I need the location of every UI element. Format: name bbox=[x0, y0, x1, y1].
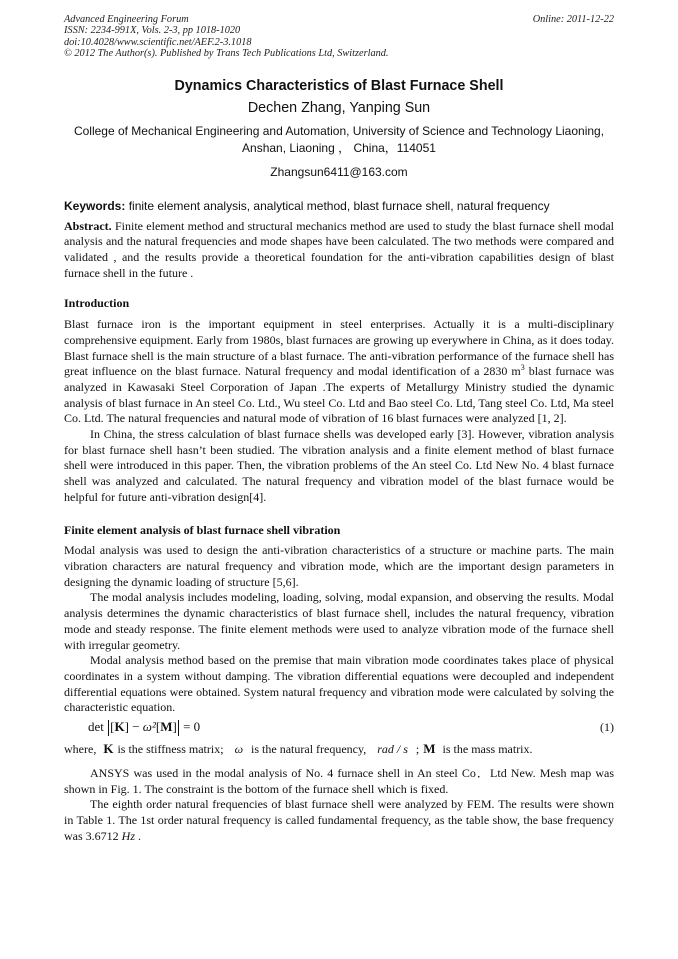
paper-authors: Dechen Zhang, Yanping Sun bbox=[247, 99, 431, 116]
fea-paragraph-4: ANSYS was used in the modal analysis of No. 4 furnace shell in An steel Co．Ltd New. Mesh map was shown in Fig. 1. The constraint is the bottom of the furnace shell which is fixed. bbox=[64, 766, 614, 796]
online-date: Online: 2011-12-22 bbox=[532, 14, 614, 25]
where-text-1: where, bbox=[64, 742, 97, 757]
fea-p5-end: . bbox=[135, 828, 142, 843]
fea-heading: Finite element analysis of blast furnace shell vibration bbox=[64, 522, 341, 537]
author-email: Zhangsun6411@163.com bbox=[270, 164, 408, 179]
affiliation bbox=[64, 123, 614, 157]
abstract-text: Finite element method and structural mechanics method are used to study the blast furnace shell modal analysis and the natural frequencies and mode shapes have been calculated. The two methods were compared and validated , and the results provide a theoretical foundation for the anti-vibration capabilities design of blast furnace shell in the future . bbox=[64, 218, 614, 280]
journal-header bbox=[64, 14, 614, 60]
doi-line: doi:10.4028/www.scientific.net/AEF.2-3.1018 bbox=[64, 36, 252, 48]
issn-line: ISSN: 2234-991X, Vols. 2-3, pp 1018-1020 bbox=[64, 25, 241, 37]
fea-paragraph-2: The modal analysis includes modeling, loading, solving, modal expansion, and observing the results. Modal analysis determines the dynamic characteristics of blast furnace shell, includes the natural frequency, vibration mode and steady response. The finite element methods were used to analyze vibration mode of the furnace shell with irregular geometry. bbox=[64, 590, 614, 652]
equation-1 bbox=[64, 716, 614, 738]
eq-rhs: = 0 bbox=[183, 719, 201, 735]
eq-m: M bbox=[160, 719, 173, 735]
where-text-4: is the mass matrix. bbox=[442, 742, 533, 757]
affiliation-line-2: Anshan, Liaoning ， China，114051 bbox=[242, 140, 436, 155]
intro-paragraph-1 bbox=[64, 317, 614, 427]
fea-paragraph-3: Modal analysis method based on the premise that main vibration mode coordinates takes place of physical coordinates in a system without damping. The vibration differential equations were decoupled and independent differential equations were obtained. System natural frequency and vibration mode were calculated by solving the characteristic equation. bbox=[64, 653, 614, 715]
superscript: 3 bbox=[520, 363, 525, 373]
where-sep: ; bbox=[415, 742, 420, 757]
abstract bbox=[64, 219, 614, 282]
abstract-label: Abstract. bbox=[64, 218, 112, 233]
paper-page bbox=[64, 14, 614, 845]
where-m: M bbox=[423, 741, 436, 757]
intro-paragraph-2: In China, the stress calculation of blast furnace shells was developed early [3]. However, vibration analysis for blast furnace shell hasn’t been studied. The vibration analysis and a finite element method of blast furnace shell were introduced in this paper. Then, the vibration problems of the An steel Co. Ltd New No. 4 blast furnace shell was analyzed and calculated. The natural frequency and vibration model of the blast furnace would be helpful for future anti-vibration design[4]. bbox=[64, 427, 614, 504]
eq-k: K bbox=[114, 719, 125, 735]
equation-legend bbox=[64, 740, 614, 758]
eq-omega-squared: ω² bbox=[142, 719, 156, 735]
hz-unit: Hz bbox=[121, 828, 136, 843]
fea-paragraph-1: Modal analysis was used to design the anti-vibration characteristics of a structure or machine parts. The main vibration characters are natural frequency and vibration mode, which are the important design parameters in designing the dynamic loading of structure [5,6]. bbox=[64, 543, 614, 589]
fea-paragraph-5 bbox=[64, 797, 614, 844]
copyright-line: © 2012 The Author(s). Published by Trans Tech Publications Ltd, Switzerland. bbox=[64, 48, 389, 60]
intro-p1-text-a: Blast furnace iron is the important equipment in steel enterprises. Actually it is a multi-disciplinary comprehensive equipment. Early from 1980s, blast furnaces are growing up everywhere in China, as it does today. Blast furnace shell is the main structure of a blast furnace. The anti-vibration performance of the furnace shell has great influence on the blast furnace. Natural frequency and modal identification of a 2830 m bbox=[64, 317, 614, 379]
introduction-heading: Introduction bbox=[64, 296, 130, 311]
eq-det: det bbox=[88, 719, 104, 735]
where-omega: ω bbox=[234, 742, 244, 757]
characteristic-equation: det [K] − ω²[M] = 0 bbox=[88, 716, 200, 738]
equation-number: (1) bbox=[600, 720, 614, 735]
where-k: K bbox=[103, 741, 114, 757]
where-text-3: is the natural frequency, bbox=[251, 742, 367, 757]
eq-minus: − bbox=[132, 719, 140, 735]
affiliation-line-1: College of Mechanical Engineering and Automation, University of Science and Technology Liaoning, bbox=[73, 123, 605, 138]
keywords bbox=[64, 198, 614, 214]
keywords-label: Keywords: bbox=[64, 198, 126, 213]
paper-title: Dynamics Characteristics of Blast Furnace Shell bbox=[174, 77, 504, 94]
where-unit: rad / s bbox=[377, 742, 408, 757]
fea-p5-text: The eighth order natural frequencies of blast furnace shell were analyzed by FEM. The results were shown in Table 1. The 1st order natural frequency is called fundamental frequency, as the table show, the base frequency was 3.6712 bbox=[64, 797, 614, 843]
journal-name: Advanced Engineering Forum bbox=[64, 14, 189, 25]
where-text-2: is the stiffness matrix; bbox=[117, 742, 224, 757]
keywords-text: finite element analysis, analytical method, blast furnace shell, natural frequency bbox=[128, 198, 550, 213]
intro-p1-text-b: blast furnace was analyzed in Kawasaki Steel Corporation of Japan .The experts of Metallurgy Ministry studied the dynamic analysis of blast furnace in An steel Co. Ltd., Wu steel Co. Ltd and Bao steel Co. Ltd, Tang steel Co. Ltd, Ma steel Co. Ltd. The natural frequencies and natural mode of vibration of 16 blast furnaces were analyzed [1, 2]. bbox=[64, 364, 615, 426]
